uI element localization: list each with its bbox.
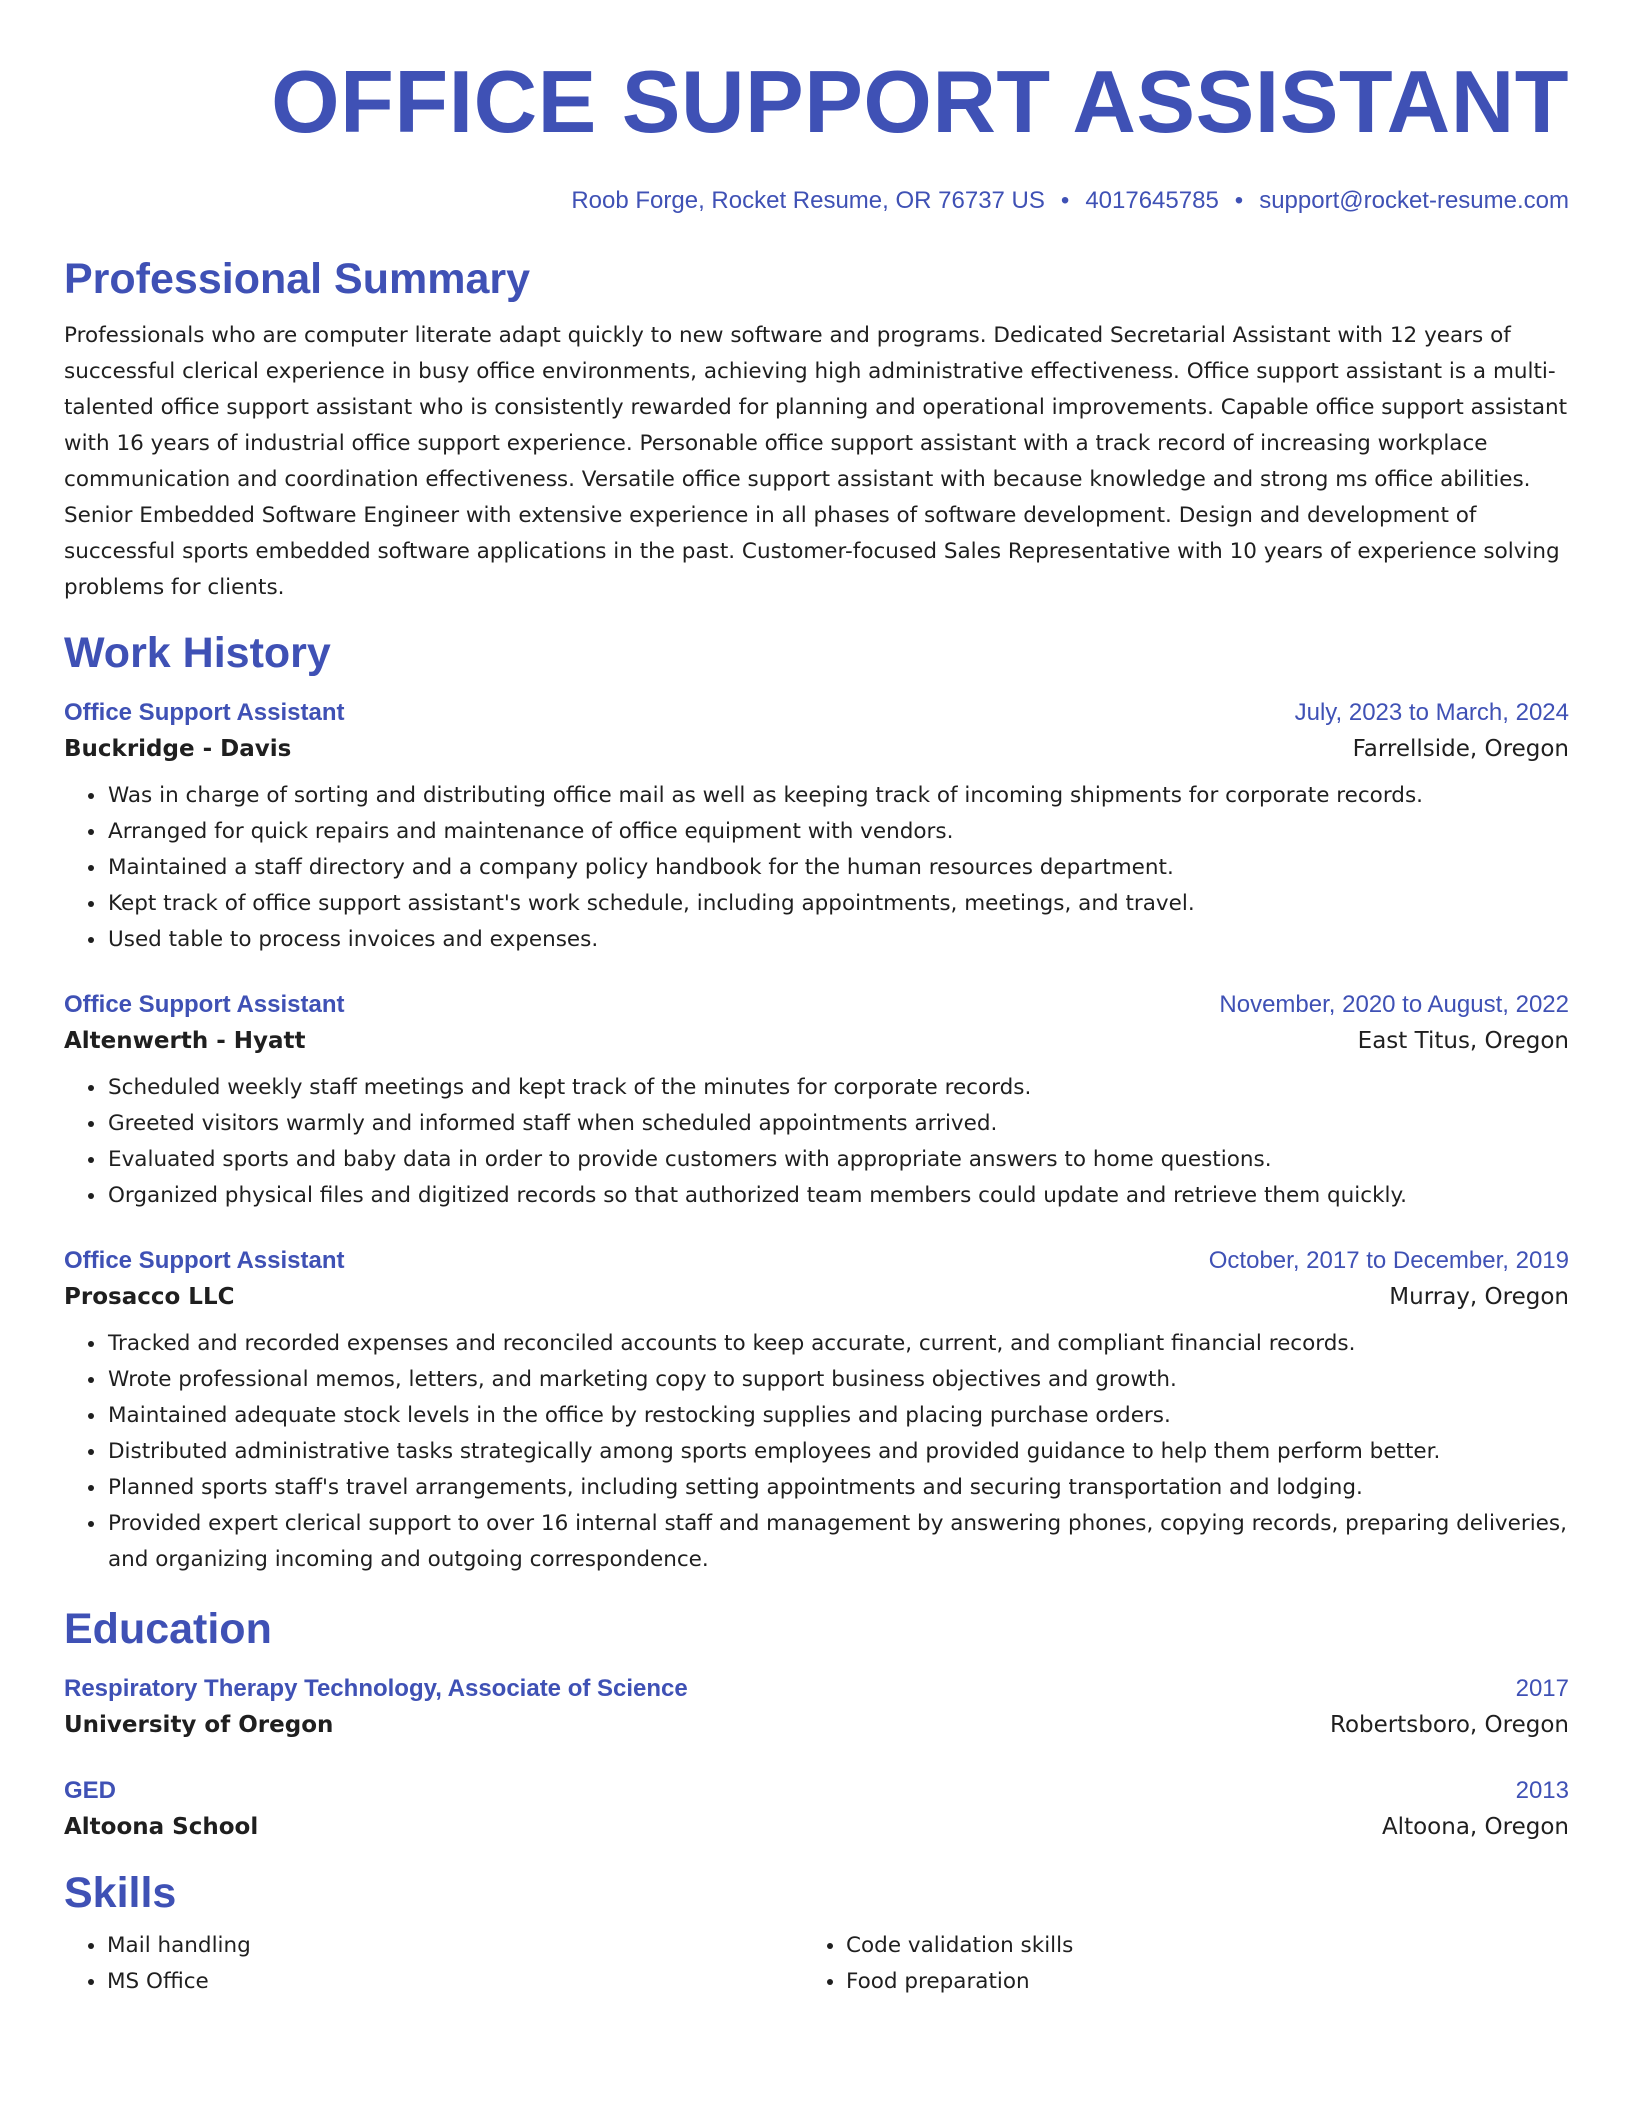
job-subheader xyxy=(64,1278,1569,1316)
job-company: Buckridge - Davis xyxy=(64,736,292,762)
education-subheader xyxy=(64,1808,1569,1846)
skills-heading: Skills xyxy=(64,1869,177,1917)
skill-item: • Mail handling xyxy=(107,1928,803,1964)
job-bullets xyxy=(64,1070,1569,1214)
education-school: University of Oregon xyxy=(64,1712,334,1738)
job-bullet: • Arranged for quick repairs and maintenance of office equipment with vendors. xyxy=(107,814,1569,850)
skills-list xyxy=(64,1928,1569,2000)
contact-separator: • xyxy=(1060,187,1070,214)
job-bullet: • Evaluated sports and baby data in order to provide customers with appropriate answers to home questions. xyxy=(107,1142,1569,1178)
summary-text: Professionals who are computer literate adapt quickly to new software and programs. Dedicated Secretarial Assistant with 12 years of successful clerical experience in busy office environments, achieving high administrative effectiveness. Office support assistant is a multi-talented office support assistant who is consistently rewarded for planning and operational improvements. Capable office support assistant with 16 years of industrial office support experience. Personable office support assistant with a track record of increasing workplace communication and coordination effectiveness. Versatile office support assistant with because knowledge and strong ms office abilities. Senior Embedded Software Engineer with extensive experience in all phases of software development. Design and development of successful sports embedded software applications in the past. Customer-focused Sales Representative with 10 years of experience solving problems for clients. xyxy=(64,323,1568,600)
contact-separator: • xyxy=(1234,187,1244,214)
education-location: Robertsboro, Oregon xyxy=(1330,1712,1569,1738)
job-location: East Titus, Oregon xyxy=(1357,1028,1569,1054)
job-bullet: • Greeted visitors warmly and informed staff when scheduled appointments arrived. xyxy=(107,1106,1569,1142)
job-bullet: • Organized physical files and digitized records so that authorized team members could update and retrieve them quickly. xyxy=(107,1178,1569,1214)
job-header xyxy=(64,696,1569,730)
job-entry xyxy=(64,988,1569,1214)
job-title: Office Support Assistant xyxy=(64,699,345,726)
job-bullet: • Kept track of office support assistant's work schedule, including appointments, meetings, and travel. xyxy=(107,886,1569,922)
contact-address: Roob Forge, Rocket Resume, OR 76737 US xyxy=(571,187,1045,214)
job-bullet: • Wrote professional memos, letters, and marketing copy to support business objectives and growth. xyxy=(107,1362,1569,1398)
education-header xyxy=(64,1774,1569,1808)
job-header xyxy=(64,1244,1569,1278)
education-location: Altoona, Oregon xyxy=(1381,1814,1569,1840)
summary-heading: Professional Summary xyxy=(64,255,531,303)
job-bullet: • Provided expert clerical support to over 16 internal staff and management by answering phones, copying records, preparing deliveries, and organizing incoming and outgoing correspondence. xyxy=(107,1506,1569,1578)
job-title: Office Support Assistant xyxy=(64,1247,345,1274)
job-bullet: • Distributed administrative tasks strategically among sports employees and provided guidance to help them perform better. xyxy=(107,1434,1569,1470)
job-bullet: • Maintained adequate stock levels in the office by restocking supplies and placing purchase orders. xyxy=(107,1398,1569,1434)
job-company: Altenwerth - Hyatt xyxy=(64,1028,306,1054)
job-title: Office Support Assistant xyxy=(64,991,345,1018)
job-bullet: • Used table to process invoices and expenses. xyxy=(107,922,1569,958)
job-subheader xyxy=(64,730,1569,768)
job-bullet: • Maintained a staff directory and a company policy handbook for the human resources department. xyxy=(107,850,1569,886)
job-dates: October, 2017 to December, 2019 xyxy=(1208,1247,1569,1274)
education-header xyxy=(64,1672,1569,1706)
job-bullet: • Planned sports staff's travel arrangements, including setting appointments and securing transportation and lodging. xyxy=(107,1470,1569,1506)
job-company: Prosacco LLC xyxy=(64,1284,235,1310)
contact-line xyxy=(64,186,1569,216)
job-bullet: • Tracked and recorded expenses and reconciled accounts to keep accurate, current, and compliant financial records. xyxy=(107,1326,1569,1362)
job-dates: November, 2020 to August, 2022 xyxy=(1219,991,1569,1018)
skill-item: • MS Office xyxy=(107,1964,803,2000)
education-degree: GED xyxy=(64,1777,117,1804)
resume-name: OFFICE SUPPORT ASSISTANT xyxy=(271,52,1569,151)
work-history-heading: Work History xyxy=(64,629,331,677)
education-year: 2013 xyxy=(1515,1777,1569,1804)
education-entry xyxy=(64,1774,1569,1846)
job-bullet: • Scheduled weekly staff meetings and kept track of the minutes for corporate records. xyxy=(107,1070,1569,1106)
job-location: Murray, Oregon xyxy=(1389,1284,1569,1310)
job-dates: July, 2023 to March, 2024 xyxy=(1294,699,1569,726)
job-bullet: • Was in charge of sorting and distributing office mail as well as keeping track of incoming shipments for corporate records. xyxy=(107,778,1569,814)
education-heading: Education xyxy=(64,1605,272,1653)
job-bullets xyxy=(64,1326,1569,1578)
job-location: Farrellside, Oregon xyxy=(1352,736,1569,762)
job-bullets xyxy=(64,778,1569,958)
education-year: 2017 xyxy=(1515,1675,1569,1702)
skills-column-right xyxy=(803,1928,1542,2000)
education-subheader xyxy=(64,1706,1569,1744)
skill-item: • Food preparation xyxy=(846,1964,1542,2000)
skills-column-left xyxy=(64,1928,803,2000)
skill-item: • Code validation skills xyxy=(846,1928,1542,1964)
job-subheader xyxy=(64,1022,1569,1060)
job-entry xyxy=(64,1244,1569,1578)
job-entry xyxy=(64,696,1569,958)
education-entry xyxy=(64,1672,1569,1744)
education-degree: Respiratory Therapy Technology, Associate of Science xyxy=(64,1675,688,1702)
job-header xyxy=(64,988,1569,1022)
contact-phone: 4017645785 xyxy=(1085,187,1219,214)
contact-email: support@rocket-resume.com xyxy=(1259,187,1569,214)
education-school: Altoona School xyxy=(64,1814,259,1840)
